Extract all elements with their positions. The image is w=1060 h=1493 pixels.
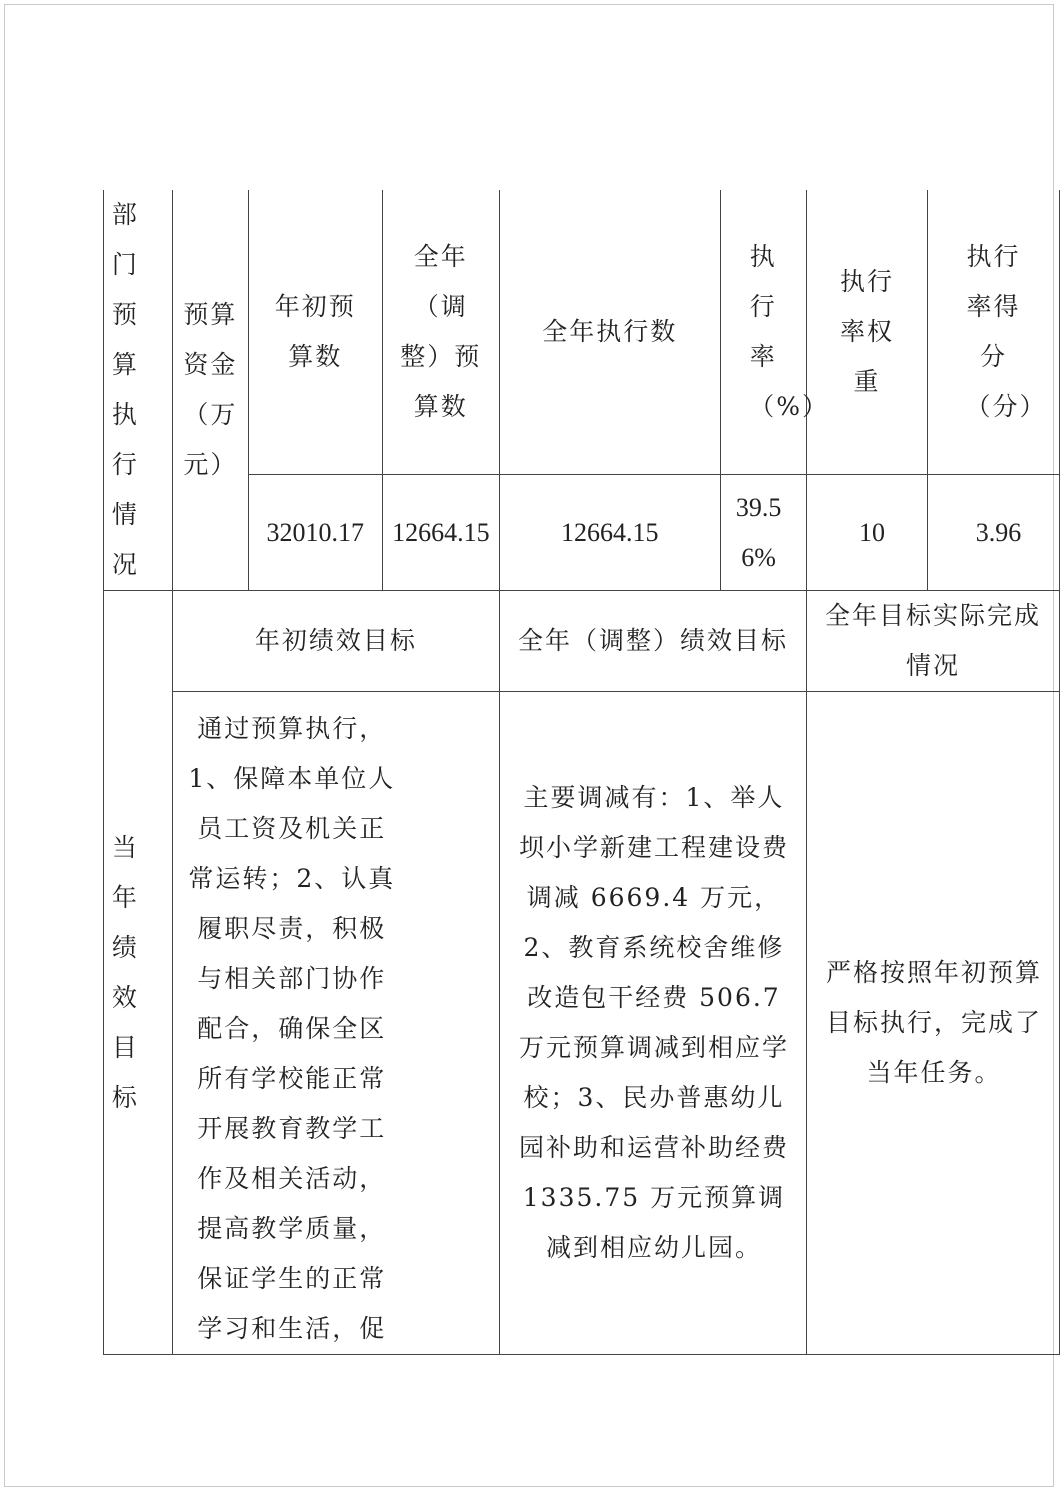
weight-header: 执行率权重 [806,190,927,475]
dept-budget-execution-header: 部门预算执行情况 [104,190,173,591]
score-value: 3.96 [928,475,1060,591]
weight-value: 10 [806,475,927,591]
execution-rate-value: 39.56% [720,475,806,591]
execution-rate-header: 执行率（%） [720,190,806,475]
adjusted-goal-text: 主要调减有：1、举人坝小学新建工程建设费调减 6669.4 万元，2、教育系统校舍维修改造包干经费 506.7 万元预算调减到相应学校；3、民办普惠幼儿园补助和运营补助经费 1335.75 万元预算调减到相应幼儿园。 [499,692,806,1355]
initial-goal-header: 年初绩效目标 [172,591,499,692]
initial-budget-value: 32010.17 [248,475,382,591]
budget-funds-header: 预算资金（万元） [172,190,248,591]
executed-value: 12664.15 [499,475,720,591]
actual-completion-header: 全年目标实际完成情况 [806,591,1059,692]
budget-performance-table [103,190,1060,1355]
initial-goal-text: 通过预算执行，1、保障本单位人员工资及机关正常运转；2、认真履职尽责，积极与相关部门协作配合，确保全区所有学校能正常开展教育教学工作及相关活动，提高教学质量，保证学生的正常学习和生活，促 [172,692,499,1355]
score-header: 执行率得分（分） [928,190,1060,475]
actual-completion-text: 严格按照年初预算目标执行，完成了当年任务。 [806,692,1059,1355]
adjusted-goal-header: 全年（调整）绩效目标 [499,591,806,692]
adjusted-budget-header: 全年（调整）预算数 [382,190,499,475]
annual-performance-goal-header: 当年绩效目标 [104,591,173,1355]
initial-budget-header: 年初预算数 [248,190,382,475]
adjusted-budget-value: 12664.15 [382,475,499,591]
executed-header: 全年执行数 [499,190,720,475]
